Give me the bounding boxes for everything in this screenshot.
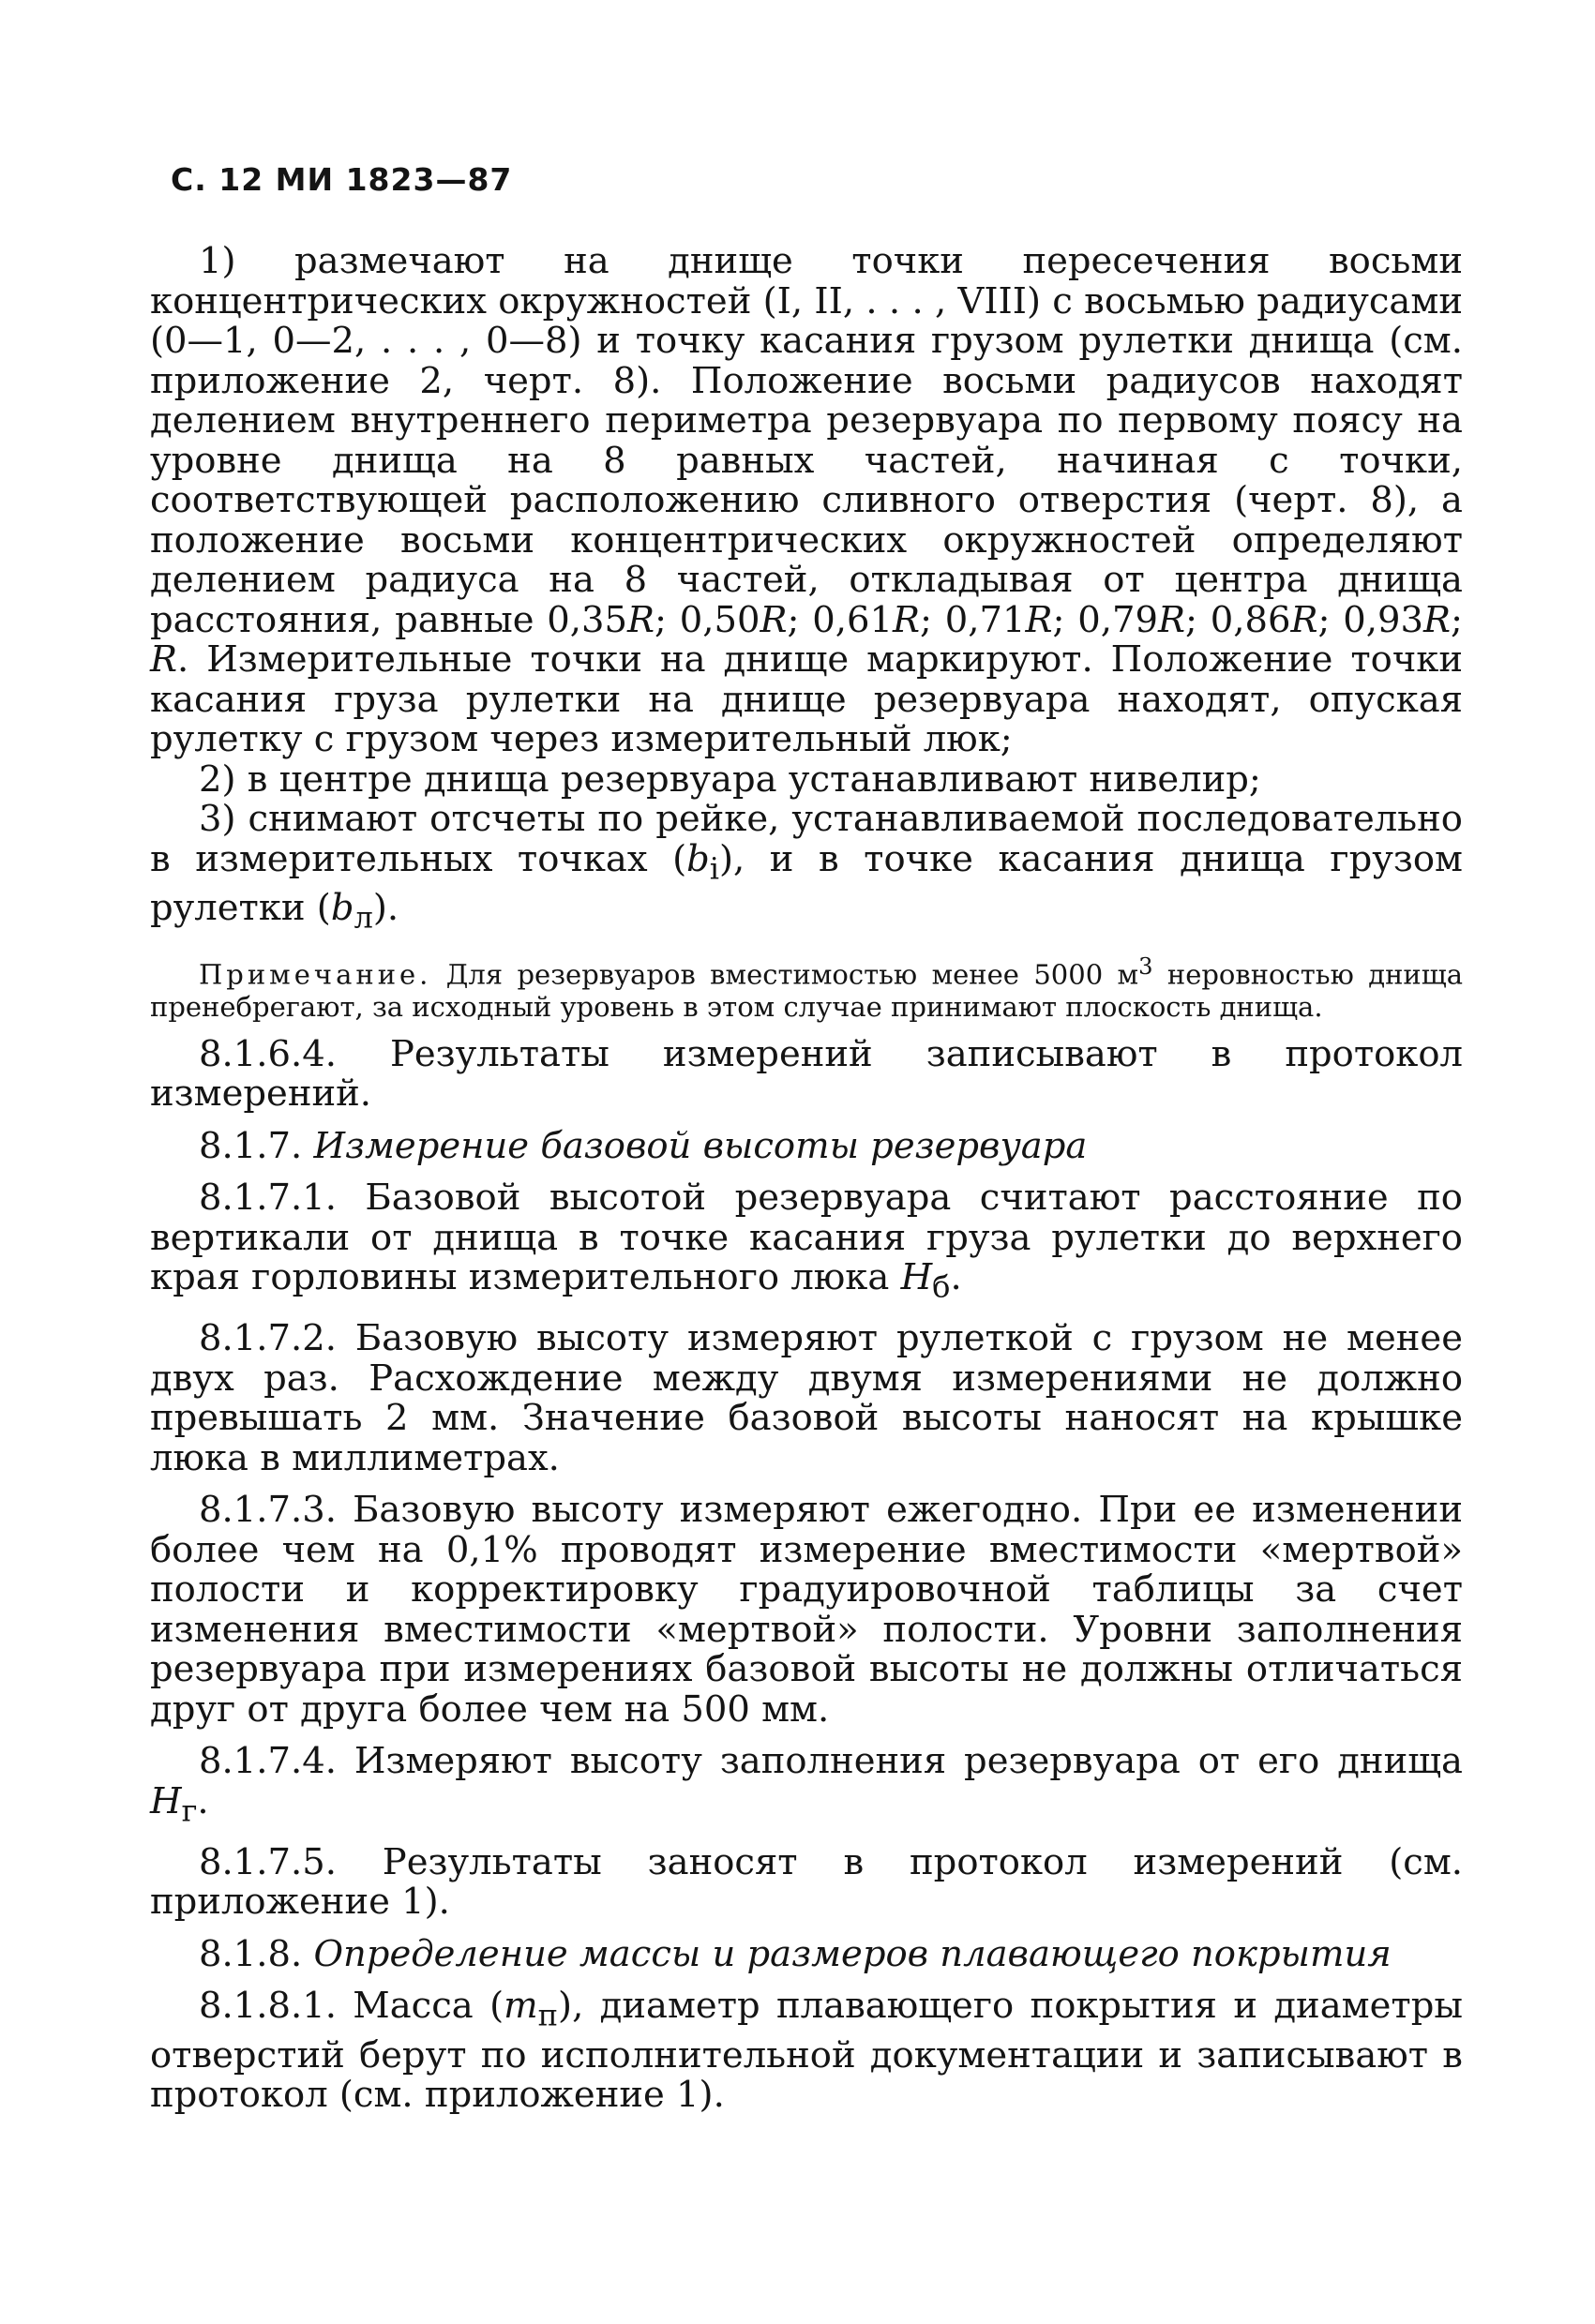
page-header: С. 12 МИ 1823—87 bbox=[171, 161, 513, 198]
paragraph-8-1-7-2: 8.1.7.2. Базовую высоту измеряют рулеткой с грузом не менее двух раз. Расхождение между двумя измерениями не должно превышать 2 мм. Значение базовой высоты наносят на крышке люка в миллиметрах. bbox=[150, 1317, 1463, 1479]
paragraph-8-1-7-1: 8.1.7.1. Базовой высотой резервуара считают расстояние по вертикали от днища в точке касания груза рулетки до верхнего края горловины измерительного люка $H_б$. bbox=[150, 1177, 1463, 1305]
paragraph-8-1-7-4: 8.1.7.4. Измеряют высоту заполнения резервуара от его днища $H_г$. bbox=[150, 1740, 1463, 1829]
paragraph-8-1-8-1: 8.1.8.1. Масса $(m_п)$, диаметр плавающего покрытия и диаметры отверстий берут по исполнительной документации и записывают в протокол (см. приложение 1). bbox=[150, 1985, 1463, 2117]
section-heading-8-1-7: 8.1.7. Измерение базовой высоты резервуара bbox=[199, 1124, 1088, 1167]
list-item-1: 1) размечают на днище точки пересечения восьми концентрических окружностей (I, II, . . . , VIII) с восьмью радиусами (0—1, 0—2, . . . , 0—8) и точку касания грузом рулетки днища (см. приложение 2, черт. 8). Положение восьми радиусов находят делением внутреннего периметра резервуара по первому поясу на уровне днища на 8 равных частей, начиная с точки, соответствующей расположению сливного отверстия (черт. 8), а положение восьми концентрических окружностей определяют делением радиуса на 8 частей, откладывая от центра днища расстояния, равные 0,35R; 0,50R; 0,61R; 0,71R; 0,79R; 0,86R; 0,93R; R. Измерительные точки на днище маркируют. Положение точки касания груза рулетки на днище резервуара находят, опуская рулетку с грузом через измерительный люк; bbox=[150, 240, 1464, 760]
paragraph-8-1-7-3: 8.1.7.3. Базовую высоту измеряют ежегодно. При ее изменении более чем на 0,1% проводят измерение вместимости «мертвой» полости и корректировку градуировочной таблицы за счет изменения вместимости «мертвой» полости. Уровни заполнения резервуара при измерениях базовой высоты не должны отличаться друг от друга более чем на 500 мм. bbox=[150, 1489, 1463, 1731]
document-body bbox=[150, 242, 1463, 2116]
note: Примечание. Для резервуаров вместимостью менее 5000 $м^3$ неровностью днища пренебрегают, за исходный уровень в этом случае принимают плоскость днища. bbox=[150, 952, 1463, 1023]
list-item-2: 2) в центре днища резервуара устанавливают нивелир; bbox=[199, 757, 1261, 801]
note-label: Примечание. bbox=[199, 958, 432, 991]
paragraph-8-1-6-4: 8.1.6.4. Результаты измерений записывают в протокол измерений. bbox=[150, 1032, 1463, 1116]
list-item-3: 3) снимают отсчеты по рейке, устанавливаемой последовательно в измерительных точках $(b_i)$, и в точке касания днища грузом рулетки $(b_л)$. bbox=[150, 798, 1463, 936]
paragraph-8-1-7-5: 8.1.7.5. Результаты заносят в протокол измерений (см. приложение 1). bbox=[150, 1840, 1463, 1924]
section-heading-8-1-8: 8.1.8. Определение массы и размеров плавающего покрытия bbox=[199, 1932, 1392, 1975]
